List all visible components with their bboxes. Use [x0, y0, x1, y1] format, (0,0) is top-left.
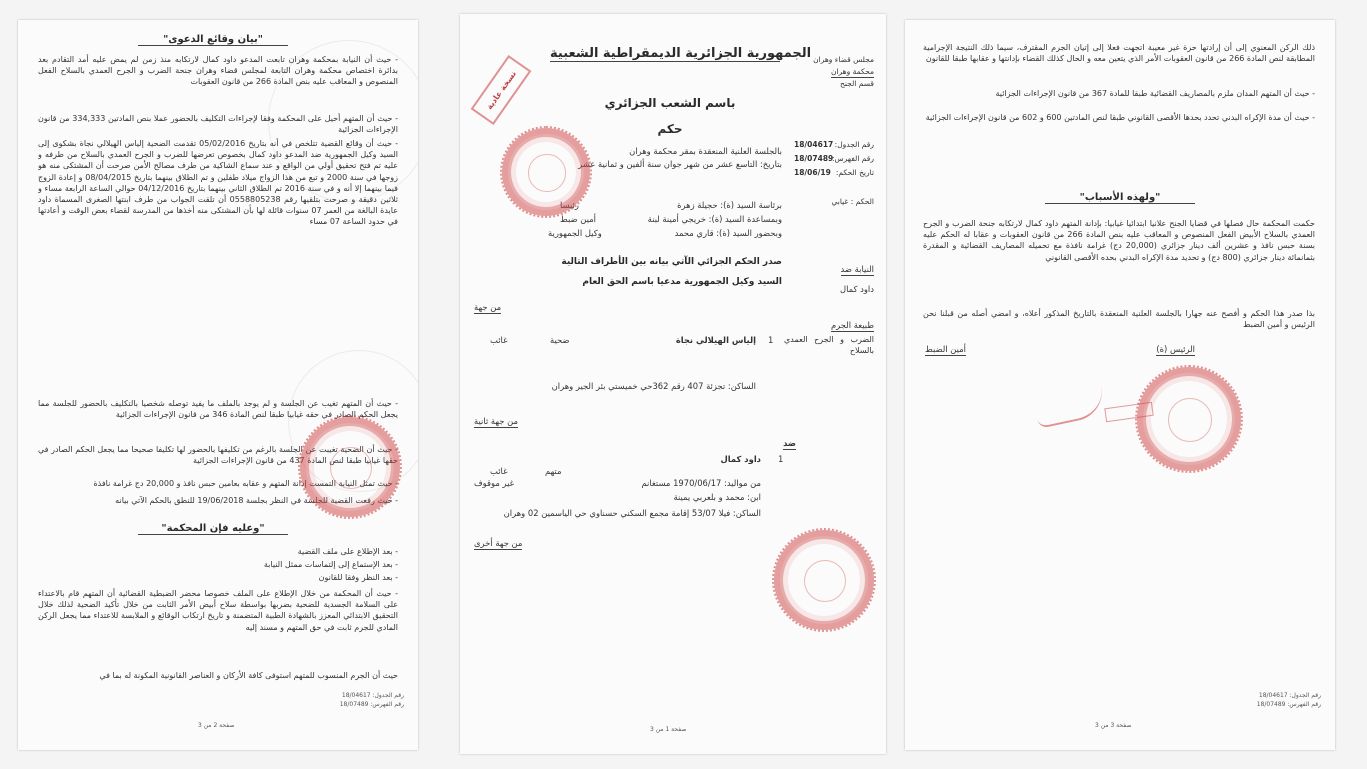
- reasoning-paragraph: - حيث أن مدة الإكراه البدني تحدد بحدها الأقصى القانوني طبقا لنص المادتين 600 و 602 من قانون الإجراءات الجزائية: [925, 113, 1315, 122]
- footer-case-number: رقم الجدول: 18/04617: [1258, 692, 1321, 699]
- facts-paragraph: - حيث أن النيابة بمحكمة وهران تابعت المدعو داود كمال لارتكابه منذ زمن لم يمض عليه أمد التقادم بعد بدائرة اختصاص محكمة وهران التابعة لمجلس قضاء وهران جنحة الضرب و الجرح العمدي بالسلاح الفعل المنصوص و المعاقب عليه بنص المادة 266 من قانون العقوبات: [38, 55, 398, 87]
- court-council: مجلس قضاء وهران: [813, 55, 874, 64]
- court-section: قسم الجنح: [840, 79, 874, 88]
- court-seal-stamp: [772, 528, 876, 632]
- court-seal-stamp: [1135, 365, 1243, 473]
- victim-address: الساكن: تجزئة 407 رقم 362حي خميستي بئر الجير وهران: [551, 381, 756, 391]
- verdict-type: الحكم : غيابي: [831, 197, 874, 206]
- accused-short: داود كمال: [840, 284, 874, 294]
- victim-role: ضحية: [550, 335, 570, 345]
- court-seal-stamp: [298, 415, 402, 519]
- footer-index-number: رقم الفهرس: 18/07489: [339, 701, 404, 708]
- signature-president: الرئيس (ة): [1156, 344, 1195, 354]
- prosecutor-line: السيد وكيل الجمهورية مدعيا باسم الحق العام: [582, 277, 782, 287]
- facts-paragraph: - حيث أن المتهم أحيل على المحكمة وفقا لإجراءات التكليف بالحضور عملا بنص المادتين 334,333 من قانون الإجراءات الجزائية: [38, 114, 398, 135]
- accused-parents: ابن: محمد و بلعربي يمينة: [673, 492, 761, 502]
- footer-case-number: رقم الجدول: 18/04617: [341, 692, 404, 699]
- page-number: صفحة 3 من 3: [1095, 722, 1132, 729]
- signature-mark: [1032, 383, 1107, 429]
- facts-paragraph: - حيث أن المتهم تغيب عن الجلسة و لم يوجد بالملف ما يفيد توصله شخصيا بالتكليف بالحضور للجلسة مما يجعل الحكم الصادر في حقه غيابيا طبقا لنص المادة 346 من قانون الإجراءات الجزائية: [38, 399, 398, 420]
- index-number: 18/07489: [794, 154, 834, 163]
- footer-index-number: رقم الفهرس: 18/07489: [1256, 701, 1321, 708]
- court-paragraph: - حيث أن المحكمة من خلال الإطلاع على الملف خصوصا محضر الضبطية القضائية أن المتهم قام بالاعتداء على السلامة الجسدية للضحية بضربها بواسطة سلاح أبيض الأمر الثابت من خلال تأكيد الضحية لذلك خلال التحقيق الابتدائي المعزز بالشهادة الطبية المتضمنة و تاريخ ارتكاب الوقائع و الملابسة للاعتداء مما يجعل الركن المادي للجرم ثابت في حق المتهم و مسند إليه: [38, 589, 398, 632]
- copy-stamp: [471, 55, 532, 125]
- accused-role: متهم: [545, 466, 562, 476]
- accused-status: غائب: [490, 466, 508, 476]
- facts-paragraph: - حيث أن الضحية تغيبت عن الجلسة بالرغم من تكليفها بالحضور لها تكليفا صحيحا مما يجعل الحكم الصادر في حقها غيابيا طبقا لنص المادة 437 من قانون الإجراءات الجزائية: [38, 445, 398, 466]
- role-prosecutor: وكيل الجمهورية: [548, 228, 602, 238]
- role-president: رئيسا: [560, 200, 579, 210]
- verdict-date-label: تاريخ الحكم:: [835, 168, 874, 177]
- case-number-label: رقم الجدول:: [834, 140, 874, 149]
- charge-text: الضرب و الجرح العمدي بالسلاح: [784, 335, 874, 356]
- facts-paragraph: - حيث رفعت القضية للجلسة في النظر بجلسة 19/06/2018 للنطق بالحكم الآتي بيانه: [115, 496, 398, 505]
- closing-text: بذا صدر هذا الحكم و أفصح عنه جهارا بالجلسة العلنية المنعقدة بالتاريخ المذكور أعلاه، و امضي أصله من قبلنا نحن الرئيس و أمين الضبط: [923, 309, 1315, 330]
- session-prosecutor: وبحضور السيد (ة): قاري محمد: [674, 228, 782, 238]
- reasoning-paragraph: ذلك الركن المعنوي إلى أن إرادتها حرة غير معيبة اتجهت فعلا إلى إتيان الجرم المقترف، سيما ذلك النتيجة الإجرامية المطابقة لنص المادة 266 من قانون العقوبات الأمر الذي يتعين معه و الحال كذلك القضاء بإدانتها و عقابها طبقا للقانون: [923, 43, 1315, 64]
- facts-section-title: "بيان وقائع الدعوى": [138, 34, 288, 46]
- reasons-section-title: "ولهذه الأسباب": [1045, 192, 1195, 204]
- verdict-title: حكم: [657, 122, 683, 136]
- document-page-2: [18, 20, 418, 750]
- case-number: 18/04617: [794, 140, 834, 149]
- court-item: - بعد النظر وفقا للقانون: [318, 573, 398, 582]
- side-label: من جهة: [474, 302, 502, 312]
- side-label: من جهة أخرى: [474, 538, 523, 548]
- session-president: برئاسة السيد (ة): حجيلة زهرة: [677, 200, 782, 210]
- page-number: صفحة 1 من 3: [650, 726, 687, 733]
- side-label: من جهة ثانية: [474, 416, 518, 426]
- court-name: محكمة وهران: [830, 67, 874, 76]
- document-page-3: [905, 20, 1335, 750]
- index-number-label: رقم الفهرس:: [831, 154, 874, 163]
- facts-paragraph: - حيث أن وقائع القضية تتلخص في أنه بتاريخ 05/02/2016 تقدمت الضحية إلياس الهيلالي نجاة بشكوى إلى السيد وكيل الجمهورية ضد المدعو داود كمال بخصوص تعرضها للضرب و الجرح العمدي بالسلاح من طرفه و عليه تم فتح تحقيق أولي من الواقع و عند سماع الشاكية من طرف مصالح الأمن صرحت أن المشتكى منه هو زوجها في سنة 2000 و تبع من هذا الزواج ميلاد طفلين و تم الطلاق بينهما بتاريخ 08/04/2015 و إعادة الزوج فيما بينهما إلا أنه و في سنة 2016 تم الطلاق الثاني بينهما بتاريخ 04/12/2016 حوالي الساعة الرابعة مساء و ثلاثين دقيقة و صرحت بتلقيها رقم 0558805238 أن تلقت الجواب من طرف ابنتها الصغرى المسماة داود عايدة البالغة من العمر 07 سنوات قائلة لها بأن المشتكى منه أخذها من المدرسة لقضاء بعض الوقت و أعادتها في حدود الساعة 07 مساء: [38, 139, 398, 227]
- court-paragraph: حيث أن الجرم المنسوب للمتهم استوفى كافة الأركان و العناصر القانونية المكونة له بما في: [99, 671, 398, 680]
- court-item: - بعد الإطلاع على ملف القضية: [297, 547, 398, 556]
- ruling-text: حكمت المحكمة حال فصلها في قضايا الجنح علانيا ابتدائيا غيابيا: بإدانة المتهم داود كمال لارتكابه جنحة الضرب و الجرح العمدي بالسلاح الأبيض الفعل المنصوص و المعاقب عليه بنص المادة 266 من قانون العقوبات و عقابا له الحكم عليه بسنة حبس نافذ و عشرين ألف دينار جزائري (20,000 دج) غرامة نافذة مع تحميله المصاريف القضائية و المقدرة بثمانمائة دينار جزائري (800 دج) و تحديد مدة الإكراه البدني بحده الأقصى القانوني: [923, 219, 1316, 262]
- facts-paragraph: - حيث تمثل النيابة التمست إدانة المتهم و عقابه بعامين حبس نافذ و 20,000 دج غرامة نافذة: [93, 479, 398, 488]
- accused-birth: من مواليد: 1970/06/17 مستغانم: [641, 478, 761, 488]
- signature-clerk: أمين الضبط: [925, 344, 966, 354]
- page-number: صفحة 2 من 3: [198, 722, 235, 729]
- document-page-1: [460, 14, 886, 754]
- accused-address: الساكن: فيلا 53/07 إقامة مجمع السكني حسناوي حي الياسمين 02 وهران: [503, 508, 761, 518]
- charge-label: طبيعة الجرم: [830, 320, 874, 330]
- accused-detention: غير موقوف: [474, 478, 515, 488]
- people-title: باسم الشعب الجزائري: [604, 96, 736, 110]
- against-label: ضد: [783, 438, 796, 448]
- victim-name: إلياس الهيلالي نجاة: [675, 335, 756, 345]
- session-line: بالجلسة العلنية المنعقدة بمقر محكمة وهران: [629, 146, 782, 156]
- victim-status: غائب: [490, 335, 508, 345]
- accused-name: داود كمال: [720, 454, 761, 464]
- session-date: بتاريخ: التاسع عشر من شهر جوان سنة ألفين و ثمانية عشر: [578, 159, 782, 169]
- court-seal-stamp: [500, 126, 592, 218]
- session-assistant: وبمساعدة السيد (ة): خريجي أمينة لبنة: [647, 214, 782, 224]
- prosecution-side: النيابة ضد: [840, 264, 874, 274]
- victim-row-number: 1: [768, 335, 774, 345]
- court-item: - بعد الإستماع إلى إلتماسات ممثل النيابة: [263, 560, 398, 569]
- court-section-title: "وعليه فإن المحكمة": [138, 523, 288, 535]
- republic-title: الجمهورية الجزائرية الديمقراطية الشعبية: [550, 46, 812, 61]
- parties-heading: صدر الحكم الجزائي الآتي بيانه بين الأطراف التالية: [561, 257, 782, 267]
- copy-stamp-label: نسخة عادية: [484, 69, 518, 112]
- accused-row-number: 1: [778, 454, 784, 464]
- role-clerk: أمين ضبط: [560, 214, 596, 224]
- reasoning-paragraph: - حيث أن المتهم المدان ملزم بالمصاريف القضائية طبقا للمادة 367 من قانون الإجراءات الجزائية: [995, 89, 1315, 98]
- verdict-date: 18/06/19: [794, 168, 831, 177]
